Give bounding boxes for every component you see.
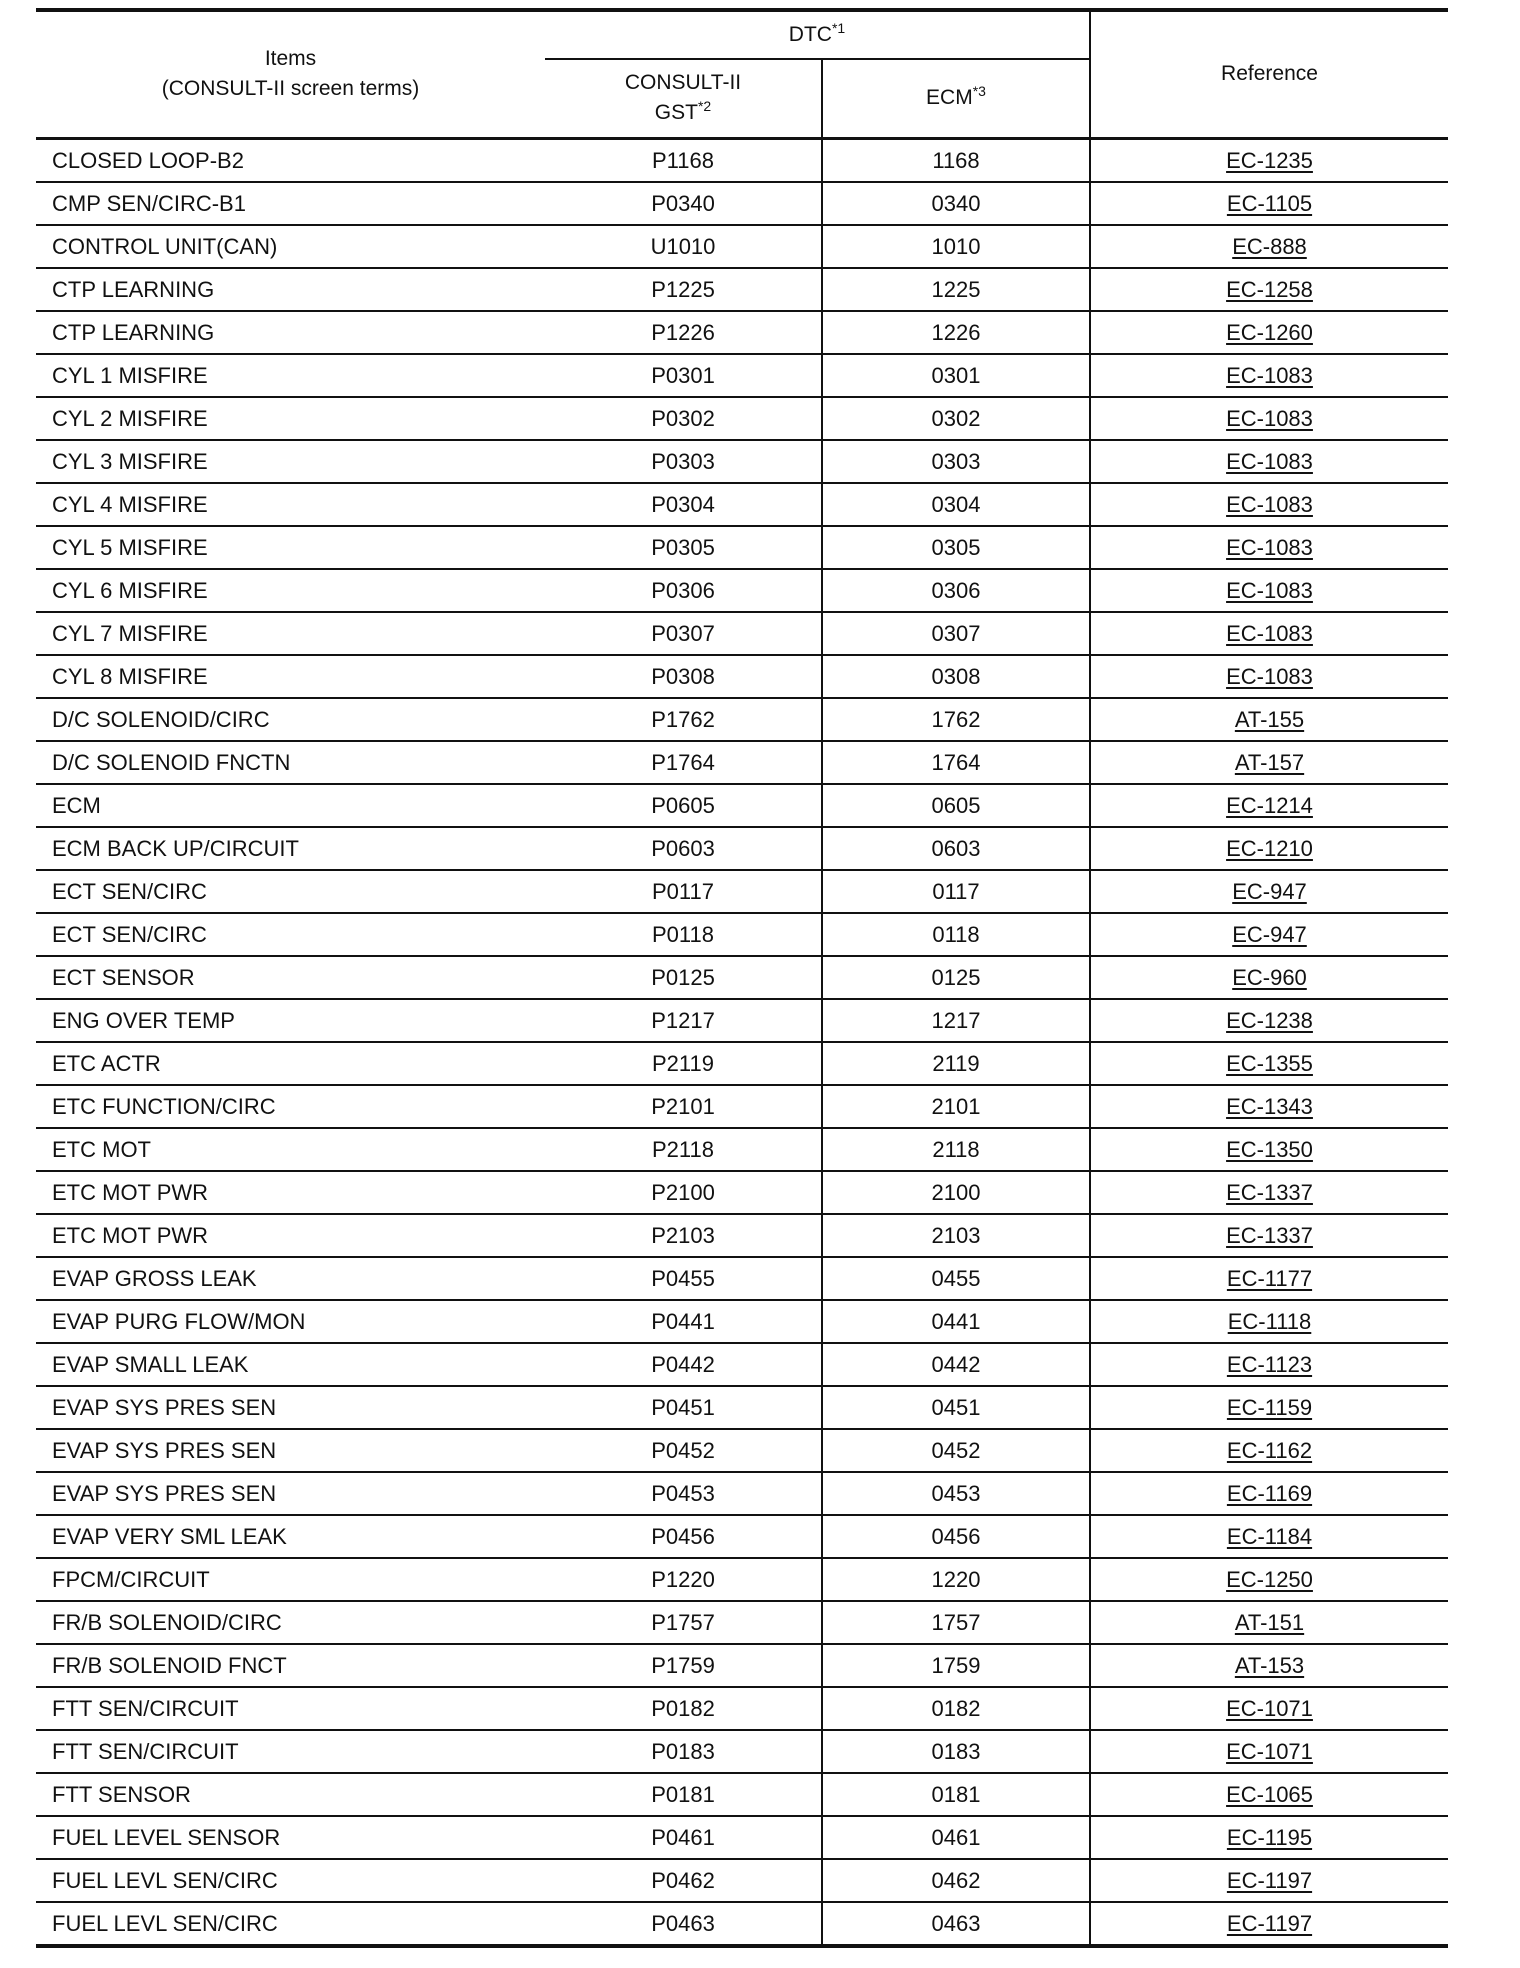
consult-gst-cell: P0125: [545, 956, 822, 999]
reference-link[interactable]: EC-1350: [1226, 1136, 1313, 1162]
consult-gst-cell: P0308: [545, 655, 822, 698]
header-reference: Reference: [1090, 10, 1448, 138]
reference-cell: [1090, 1558, 1448, 1601]
reference-link[interactable]: EC-1355: [1226, 1050, 1313, 1076]
reference-cell: [1090, 1472, 1448, 1515]
reference-cell: [1090, 698, 1448, 741]
reference-cell: [1090, 1902, 1448, 1946]
consult-gst-cell: P0455: [545, 1257, 822, 1300]
reference-cell: [1090, 268, 1448, 311]
reference-link[interactable]: EC-1123: [1226, 1351, 1313, 1377]
reference-link[interactable]: EC-1083: [1226, 491, 1313, 517]
item-cell: ETC ACTR: [36, 1042, 545, 1085]
reference-cell: [1090, 1601, 1448, 1644]
reference-link[interactable]: EC-1260: [1226, 319, 1313, 345]
item-cell: EVAP SYS PRES SEN: [36, 1386, 545, 1429]
reference-cell: [1090, 354, 1448, 397]
reference-cell: [1090, 827, 1448, 870]
table-row: [36, 182, 1448, 225]
reference-link[interactable]: EC-1184: [1226, 1523, 1313, 1549]
ecm-cell: 0605: [822, 784, 1090, 827]
table-row: [36, 1730, 1448, 1773]
reference-link[interactable]: EC-1105: [1226, 190, 1313, 216]
ecm-cell: 0455: [822, 1257, 1090, 1300]
reference-cell: [1090, 1429, 1448, 1472]
table-row: [36, 268, 1448, 311]
table-row: [36, 870, 1448, 913]
table-row: [36, 1687, 1448, 1730]
table-row: [36, 526, 1448, 569]
ecm-cell: 0441: [822, 1300, 1090, 1343]
ecm-cell: 0304: [822, 483, 1090, 526]
item-cell: CLOSED LOOP-B2: [36, 138, 545, 182]
header-ecm-label: ECM: [926, 86, 973, 110]
ecm-cell: 0603: [822, 827, 1090, 870]
item-cell: CYL 4 MISFIRE: [36, 483, 545, 526]
consult-gst-cell: P0456: [545, 1515, 822, 1558]
item-cell: ECT SENSOR: [36, 956, 545, 999]
table-row: [36, 1601, 1448, 1644]
reference-cell: [1090, 1042, 1448, 1085]
ecm-cell: 1757: [822, 1601, 1090, 1644]
item-cell: FTT SEN/CIRCUIT: [36, 1730, 545, 1773]
reference-cell: [1090, 1343, 1448, 1386]
ecm-cell: 0181: [822, 1773, 1090, 1816]
table-row: [36, 827, 1448, 870]
table-row: [36, 1257, 1448, 1300]
item-cell: FTT SEN/CIRCUIT: [36, 1687, 545, 1730]
ecm-cell: 0451: [822, 1386, 1090, 1429]
ecm-cell: 1764: [822, 741, 1090, 784]
reference-link[interactable]: AT-151: [1234, 1609, 1305, 1635]
ecm-cell: 0453: [822, 1472, 1090, 1515]
table-row: [36, 1386, 1448, 1429]
item-cell: ECT SEN/CIRC: [36, 870, 545, 913]
item-cell: ETC MOT: [36, 1128, 545, 1171]
ecm-cell: 0183: [822, 1730, 1090, 1773]
reference-link[interactable]: AT-153: [1234, 1652, 1305, 1678]
ecm-cell: 0461: [822, 1816, 1090, 1859]
ecm-cell: 1759: [822, 1644, 1090, 1687]
consult-gst-cell: P0304: [545, 483, 822, 526]
consult-gst-cell: P1226: [545, 311, 822, 354]
reference-cell: [1090, 483, 1448, 526]
item-cell: ETC MOT PWR: [36, 1214, 545, 1257]
consult-gst-cell: P1168: [545, 138, 822, 182]
reference-cell: [1090, 225, 1448, 268]
header-items: [36, 10, 545, 138]
reference-cell: [1090, 397, 1448, 440]
consult-gst-cell: P0306: [545, 569, 822, 612]
consult-gst-cell: P0117: [545, 870, 822, 913]
reference-link[interactable]: EC-1337: [1226, 1222, 1313, 1248]
consult-gst-cell: P2118: [545, 1128, 822, 1171]
table-row: [36, 1128, 1448, 1171]
reference-cell: [1090, 612, 1448, 655]
reference-cell: [1090, 138, 1448, 182]
header-dtc-footnote: *1: [831, 20, 846, 36]
item-cell: CYL 5 MISFIRE: [36, 526, 545, 569]
consult-gst-cell: P2100: [545, 1171, 822, 1214]
reference-cell: [1090, 1816, 1448, 1859]
ecm-cell: 0463: [822, 1902, 1090, 1946]
reference-link[interactable]: EC-1083: [1226, 534, 1313, 560]
ecm-cell: 1010: [822, 225, 1090, 268]
reference-link[interactable]: EC-1071: [1226, 1738, 1313, 1764]
table-row: [36, 569, 1448, 612]
table-row: [36, 440, 1448, 483]
table-row: [36, 999, 1448, 1042]
ecm-cell: 1217: [822, 999, 1090, 1042]
consult-gst-cell: P1762: [545, 698, 822, 741]
dtc-index-table: [36, 8, 1448, 1948]
ecm-cell: 0452: [822, 1429, 1090, 1472]
table-body: [36, 138, 1448, 1946]
header-items-line2: (CONSULT-II screen terms): [161, 77, 420, 101]
table-row: [36, 1859, 1448, 1902]
header-dtc: [545, 10, 1090, 59]
item-cell: CYL 3 MISFIRE: [36, 440, 545, 483]
reference-link[interactable]: EC-1083: [1226, 362, 1313, 388]
reference-link[interactable]: EC-947: [1232, 878, 1307, 904]
item-cell: EVAP SYS PRES SEN: [36, 1429, 545, 1472]
table-row: [36, 311, 1448, 354]
reference-cell: [1090, 1730, 1448, 1773]
ecm-cell: 1226: [822, 311, 1090, 354]
reference-link[interactable]: EC-960: [1232, 964, 1307, 990]
item-cell: ECM BACK UP/CIRCUIT: [36, 827, 545, 870]
item-cell: EVAP GROSS LEAK: [36, 1257, 545, 1300]
table-header: [36, 10, 1448, 138]
reference-link[interactable]: EC-1118: [1227, 1308, 1312, 1334]
ecm-cell: 0118: [822, 913, 1090, 956]
table-row: [36, 354, 1448, 397]
ecm-cell: 0462: [822, 1859, 1090, 1902]
reference-link[interactable]: AT-155: [1234, 706, 1305, 732]
item-cell: ETC FUNCTION/CIRC: [36, 1085, 545, 1128]
reference-link[interactable]: EC-1169: [1226, 1480, 1313, 1506]
item-cell: FUEL LEVEL SENSOR: [36, 1816, 545, 1859]
reference-link[interactable]: EC-1235: [1226, 147, 1313, 173]
consult-gst-cell: P0118: [545, 913, 822, 956]
reference-link[interactable]: EC-1197: [1226, 1910, 1313, 1936]
consult-gst-cell: P0461: [545, 1816, 822, 1859]
reference-link[interactable]: EC-1250: [1226, 1566, 1313, 1592]
item-cell: FR/B SOLENOID/CIRC: [36, 1601, 545, 1644]
dtc-table-container: [36, 8, 1448, 1948]
reference-link[interactable]: EC-947: [1232, 921, 1307, 947]
consult-gst-cell: P0302: [545, 397, 822, 440]
consult-gst-cell: P0340: [545, 182, 822, 225]
ecm-cell: 0307: [822, 612, 1090, 655]
table-row: [36, 397, 1448, 440]
item-cell: CONTROL UNIT(CAN): [36, 225, 545, 268]
consult-gst-cell: P1225: [545, 268, 822, 311]
table-row: [36, 1171, 1448, 1214]
consult-gst-cell: P1220: [545, 1558, 822, 1601]
reference-link[interactable]: EC-1083: [1226, 405, 1313, 431]
ecm-cell: 1762: [822, 698, 1090, 741]
reference-cell: [1090, 741, 1448, 784]
consult-gst-cell: P0605: [545, 784, 822, 827]
reference-cell: [1090, 569, 1448, 612]
reference-link[interactable]: EC-1159: [1226, 1394, 1313, 1420]
item-cell: D/C SOLENOID FNCTN: [36, 741, 545, 784]
reference-link[interactable]: EC-1083: [1226, 577, 1313, 603]
consult-gst-cell: P0441: [545, 1300, 822, 1343]
reference-link[interactable]: EC-1083: [1226, 663, 1313, 689]
ecm-cell: 0303: [822, 440, 1090, 483]
ecm-cell: 0340: [822, 182, 1090, 225]
ecm-cell: 2103: [822, 1214, 1090, 1257]
ecm-cell: 0302: [822, 397, 1090, 440]
table-row: [36, 138, 1448, 182]
reference-link[interactable]: AT-157: [1234, 749, 1305, 775]
item-cell: CYL 7 MISFIRE: [36, 612, 545, 655]
reference-link[interactable]: EC-1258: [1226, 276, 1313, 302]
ecm-cell: 2119: [822, 1042, 1090, 1085]
ecm-cell: 2118: [822, 1128, 1090, 1171]
consult-gst-cell: P0453: [545, 1472, 822, 1515]
reference-link[interactable]: EC-1065: [1226, 1781, 1313, 1807]
item-cell: CTP LEARNING: [36, 268, 545, 311]
item-cell: CYL 6 MISFIRE: [36, 569, 545, 612]
ecm-cell: 0456: [822, 1515, 1090, 1558]
consult-gst-cell: P1764: [545, 741, 822, 784]
item-cell: FUEL LEVL SEN/CIRC: [36, 1902, 545, 1946]
reference-cell: [1090, 440, 1448, 483]
reference-cell: [1090, 1773, 1448, 1816]
consult-gst-cell: U1010: [545, 225, 822, 268]
header-consult-line1: CONSULT-II: [624, 71, 742, 95]
item-cell: FR/B SOLENOID FNCT: [36, 1644, 545, 1687]
ecm-cell: 1168: [822, 138, 1090, 182]
table-row: [36, 1816, 1448, 1859]
consult-gst-cell: P2101: [545, 1085, 822, 1128]
reference-cell: [1090, 870, 1448, 913]
reference-link[interactable]: EC-1177: [1226, 1265, 1313, 1291]
reference-link[interactable]: EC-1214: [1226, 792, 1313, 818]
item-cell: CTP LEARNING: [36, 311, 545, 354]
reference-cell: [1090, 1687, 1448, 1730]
consult-gst-cell: P1217: [545, 999, 822, 1042]
item-cell: CMP SEN/CIRC-B1: [36, 182, 545, 225]
reference-link[interactable]: EC-1083: [1226, 620, 1313, 646]
reference-link[interactable]: EC-1337: [1226, 1179, 1313, 1205]
reference-link[interactable]: EC-1195: [1226, 1824, 1313, 1850]
reference-cell: [1090, 913, 1448, 956]
consult-gst-cell: P0463: [545, 1902, 822, 1946]
ecm-cell: 0301: [822, 354, 1090, 397]
consult-gst-cell: P0452: [545, 1429, 822, 1472]
reference-cell: [1090, 311, 1448, 354]
consult-gst-cell: P2103: [545, 1214, 822, 1257]
table-row: [36, 1343, 1448, 1386]
table-row: [36, 612, 1448, 655]
table-row: [36, 741, 1448, 784]
item-cell: CYL 2 MISFIRE: [36, 397, 545, 440]
consult-gst-cell: P0462: [545, 1859, 822, 1902]
item-cell: EVAP SMALL LEAK: [36, 1343, 545, 1386]
reference-cell: [1090, 999, 1448, 1042]
reference-cell: [1090, 1085, 1448, 1128]
item-cell: FTT SENSOR: [36, 1773, 545, 1816]
table-row: [36, 1429, 1448, 1472]
consult-gst-cell: P0181: [545, 1773, 822, 1816]
header-dtc-label: DTC: [788, 23, 832, 46]
header-consult-footnote: *2: [697, 98, 712, 115]
table-row: [36, 956, 1448, 999]
consult-gst-cell: P0307: [545, 612, 822, 655]
item-cell: ENG OVER TEMP: [36, 999, 545, 1042]
reference-cell: [1090, 526, 1448, 569]
consult-gst-cell: P0451: [545, 1386, 822, 1429]
reference-link[interactable]: EC-888: [1232, 233, 1307, 259]
item-cell: CYL 1 MISFIRE: [36, 354, 545, 397]
consult-gst-cell: P0301: [545, 354, 822, 397]
table-row: [36, 1644, 1448, 1687]
ecm-cell: 2101: [822, 1085, 1090, 1128]
reference-cell: [1090, 1171, 1448, 1214]
reference-link[interactable]: EC-1083: [1226, 448, 1313, 474]
reference-link[interactable]: EC-1197: [1226, 1867, 1313, 1893]
header-ecm-footnote: *3: [972, 83, 986, 100]
table-row: [36, 1902, 1448, 1946]
ecm-cell: 0306: [822, 569, 1090, 612]
table-row: [36, 1085, 1448, 1128]
consult-gst-cell: P1757: [545, 1601, 822, 1644]
reference-cell: [1090, 1128, 1448, 1171]
ecm-cell: 0117: [822, 870, 1090, 913]
table-row: [36, 1214, 1448, 1257]
table-row: [36, 1472, 1448, 1515]
table-row: [36, 1042, 1448, 1085]
consult-gst-cell: P1759: [545, 1644, 822, 1687]
item-cell: EVAP VERY SML LEAK: [36, 1515, 545, 1558]
reference-cell: [1090, 182, 1448, 225]
ecm-cell: 0305: [822, 526, 1090, 569]
reference-cell: [1090, 655, 1448, 698]
item-cell: EVAP PURG FLOW/MON: [36, 1300, 545, 1343]
item-cell: FPCM/CIRCUIT: [36, 1558, 545, 1601]
consult-gst-cell: P0442: [545, 1343, 822, 1386]
reference-cell: [1090, 1386, 1448, 1429]
item-cell: ETC MOT PWR: [36, 1171, 545, 1214]
table-row: [36, 1515, 1448, 1558]
reference-cell: [1090, 1644, 1448, 1687]
reference-link[interactable]: EC-1210: [1226, 835, 1313, 861]
consult-gst-cell: P0305: [545, 526, 822, 569]
reference-cell: [1090, 1214, 1448, 1257]
consult-gst-cell: P0182: [545, 1687, 822, 1730]
item-cell: FUEL LEVL SEN/CIRC: [36, 1859, 545, 1902]
table-row: [36, 1558, 1448, 1601]
ecm-cell: 1220: [822, 1558, 1090, 1601]
reference-link[interactable]: EC-1162: [1226, 1437, 1313, 1463]
header-consult-line2: GST: [654, 101, 698, 125]
reference-link[interactable]: EC-1238: [1226, 1007, 1313, 1033]
table-row: [36, 1773, 1448, 1816]
table-row: [36, 225, 1448, 268]
header-items-line1: Items: [264, 47, 317, 71]
reference-cell: [1090, 1859, 1448, 1902]
ecm-cell: 0125: [822, 956, 1090, 999]
ecm-cell: 0308: [822, 655, 1090, 698]
item-cell: ECM: [36, 784, 545, 827]
item-cell: D/C SOLENOID/CIRC: [36, 698, 545, 741]
table-row: [36, 784, 1448, 827]
header-consult-gst: [545, 59, 822, 138]
consult-gst-cell: P0183: [545, 1730, 822, 1773]
consult-gst-cell: P0603: [545, 827, 822, 870]
table-row: [36, 698, 1448, 741]
reference-cell: [1090, 1257, 1448, 1300]
ecm-cell: 0442: [822, 1343, 1090, 1386]
reference-cell: [1090, 956, 1448, 999]
header-ecm: [822, 59, 1090, 138]
item-cell: CYL 8 MISFIRE: [36, 655, 545, 698]
reference-cell: [1090, 1300, 1448, 1343]
reference-link[interactable]: EC-1343: [1226, 1093, 1313, 1119]
table-row: [36, 1300, 1448, 1343]
item-cell: ECT SEN/CIRC: [36, 913, 545, 956]
table-row: [36, 483, 1448, 526]
reference-cell: [1090, 1515, 1448, 1558]
item-cell: EVAP SYS PRES SEN: [36, 1472, 545, 1515]
reference-link[interactable]: EC-1071: [1226, 1695, 1313, 1721]
ecm-cell: 2100: [822, 1171, 1090, 1214]
ecm-cell: 1225: [822, 268, 1090, 311]
reference-cell: [1090, 784, 1448, 827]
consult-gst-cell: P0303: [545, 440, 822, 483]
ecm-cell: 0182: [822, 1687, 1090, 1730]
table-row: [36, 655, 1448, 698]
table-row: [36, 913, 1448, 956]
consult-gst-cell: P2119: [545, 1042, 822, 1085]
